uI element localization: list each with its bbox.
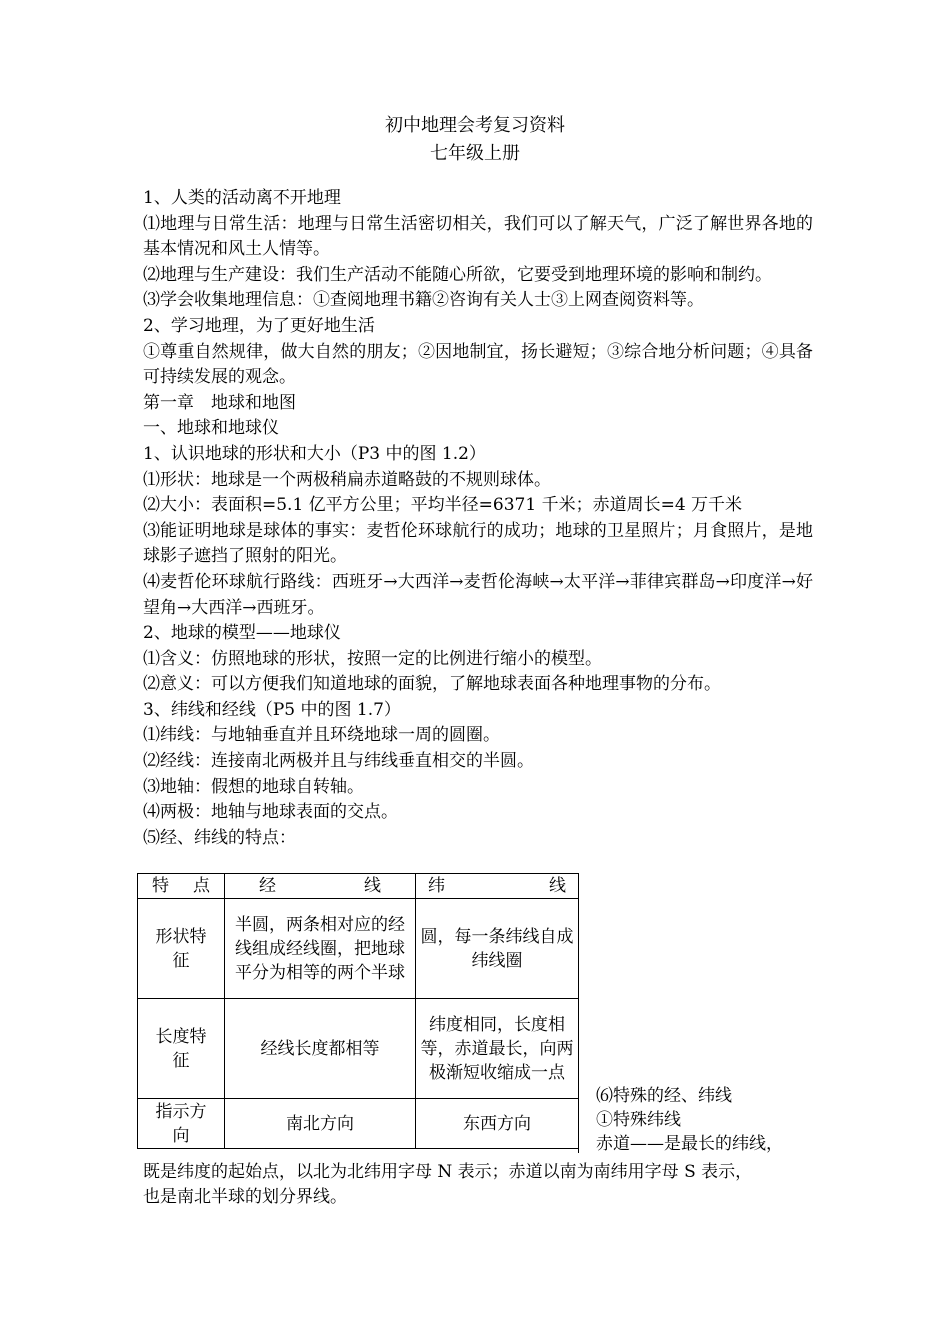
table-cell: 东西方向 bbox=[416, 1099, 579, 1149]
paragraph: ⑵经线：连接南北两极并且与纬线垂直相交的半圆。 bbox=[143, 751, 534, 772]
paragraph: ⑶学会收集地理信息：①查阅地理书籍②咨询有关人士③上网查阅资料等。 bbox=[143, 290, 704, 311]
paragraph: 2、地球的模型——地球仪 bbox=[143, 623, 341, 644]
table-cell: 长度特征 bbox=[138, 999, 225, 1099]
paragraph: ⑹特殊的经、纬线 bbox=[596, 1086, 732, 1106]
paragraph: ⑴形状：地球是一个两极稍扁赤道略鼓的不规则球体。 bbox=[143, 469, 551, 490]
body-text bbox=[143, 186, 813, 851]
header-cell-latitude: 纬 线 bbox=[416, 874, 579, 899]
paragraph: ⑶地轴：假想的地球自转轴。 bbox=[143, 776, 364, 797]
paragraph: 也是南北半球的划分界线。 bbox=[143, 1186, 347, 1207]
paragraph: ⑴地理与日常生活：地理与日常生活密切相关，我们可以了解天气，广泛了解世界各地的基本情况和风土人情等。 bbox=[143, 213, 813, 260]
paragraph: 3、纬线和经线（P5 中的图 1.7） bbox=[143, 699, 401, 720]
table-right-double-border bbox=[578, 873, 581, 1153]
paragraph: ①特殊纬线 bbox=[596, 1110, 681, 1130]
paragraph: 赤道——是最长的纬线， bbox=[596, 1134, 783, 1154]
paragraph: 第一章 地球和地图 bbox=[143, 392, 296, 413]
paragraph: 一、地球和地球仪 bbox=[143, 418, 279, 439]
paragraph: ⑶能证明地球是球体的事实：麦哲伦环球航行的成功；地球的卫星照片；月食照片，是地球影子遮挡了照射的阳光。 bbox=[143, 520, 813, 567]
table-row bbox=[138, 1099, 579, 1149]
paragraph: ⑸经、纬线的特点： bbox=[143, 827, 296, 848]
tail-text bbox=[143, 1160, 813, 1209]
paragraph: ⑵意义：可以方便我们知道地球的面貌，了解地球表面各种地理事物的分布。 bbox=[143, 674, 721, 695]
paragraph: ⑴含义：仿照地球的形状，按照一定的比例进行缩小的模型。 bbox=[143, 648, 602, 669]
paragraph: 2、学习地理，为了更好地生活 bbox=[143, 315, 375, 336]
table-cell: 经线长度都相等 bbox=[225, 999, 416, 1099]
paragraph: 1、认识地球的形状和大小（P3 中的图 1.2） bbox=[143, 443, 486, 464]
side-text bbox=[596, 1084, 826, 1156]
table-cell: 纬度相同，长度相等，赤道最长，向两极渐短收缩成一点 bbox=[416, 999, 579, 1099]
features-table bbox=[137, 873, 579, 1149]
table-cell: 南北方向 bbox=[225, 1099, 416, 1149]
paragraph: ⑵地理与生产建设：我们生产活动不能随心所欲，它要受到地理环境的影响和制约。 bbox=[143, 264, 772, 285]
table-cell: 半圆，两条相对应的经线组成经线圈，把地球平分为相等的两个半球 bbox=[225, 899, 416, 999]
page-subtitle: 七年级上册 bbox=[430, 143, 520, 164]
paragraph: ⑴纬线：与地轴垂直并且环绕地球一周的圆圈。 bbox=[143, 725, 500, 746]
table-cell: 指示方向 bbox=[138, 1099, 225, 1149]
table-row bbox=[138, 899, 579, 999]
paragraph: ⑵大小：表面积=5.1 亿平方公里；平均半径=6371 千米；赤道周长=4 万千米 bbox=[143, 495, 743, 516]
header-cell-feature: 特 点 bbox=[138, 874, 225, 899]
header-cell-longitude: 经 线 bbox=[225, 874, 416, 899]
paragraph: 既是纬度的起始点，以北为北纬用字母 N 表示；赤道以南为南纬用字母 S 表示， bbox=[143, 1162, 753, 1182]
table-header-row bbox=[138, 874, 579, 899]
table-cell: 形状特征 bbox=[138, 899, 225, 999]
table-row bbox=[138, 999, 579, 1099]
paragraph: ⑷两极：地轴与地球表面的交点。 bbox=[143, 802, 398, 823]
page-title: 初中地理会考复习资料 bbox=[385, 115, 565, 136]
paragraph: ⑷麦哲伦环球航行路线：西班牙→大西洋→麦哲伦海峡→太平洋→菲律宾群岛→印度洋→好望角→大西洋→西班牙。 bbox=[143, 571, 813, 618]
paragraph: 1、人类的活动离不开地理 bbox=[143, 188, 341, 208]
table-cell: 圆，每一条纬线自成纬线圈 bbox=[416, 899, 579, 999]
paragraph: ①尊重自然规律，做大自然的朋友；②因地制宜，扬长避短；③综合地分析问题；④具备可持续发展的观念。 bbox=[143, 341, 813, 388]
